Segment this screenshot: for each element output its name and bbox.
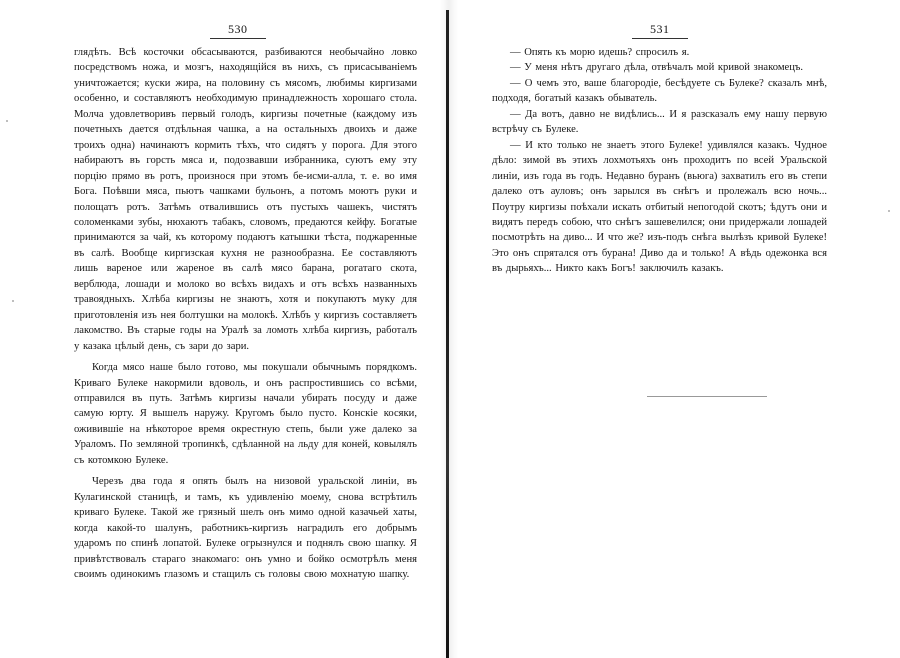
paragraph: — И кто только не знаетъ этого Булеке! удивлялся казакъ. Чудное дѣло: зимой въ этихъ лохмотьяхъ онъ проходитъ по всей Уральской линіи, изъ года въ годъ. Недавно буранъ (вьюга) захватилъ его въ степи далеко отъ ауловъ; онъ зарылся въ снѣгъ и пролежалъ всю ночь... Поутру киргизы поѣхали искать отбитый непогодой скотъ; ѣдутъ они и видятъ передъ собою, что снѣгъ зашевелился; они придержали лошадей посмотрѣть на диво... И что же? изъ-подъ снѣга вылѣзъ кривой Булеке! Это онъ спрятался отъ бурана! Диво да и только! А вѣдь одежонка вся въ дырьяхъ... Никто какъ Богъ! заключилъ казакъ.: [492, 139, 827, 275]
paragraph: — Опять къ морю идешь? спросилъ я.: [510, 47, 690, 58]
scan-speck: [6, 120, 8, 122]
right-page: [452, 0, 900, 658]
paragraph: — О чемъ это, ваше благородіе, бесѣдуете съ Булеке? сказалъ мнѣ, подходя, богатый казакъ обыватель.: [492, 77, 827, 105]
paragraph: — Да вотъ, давно не видѣлись... И я разсказалъ ему нашу первую встрѣчу съ Булеке.: [492, 108, 827, 136]
paragraph: Когда мясо наше было готово, мы покушали обычнымъ порядкомъ. Криваго Булеке накормили вдоволь, и онъ распростившись со всѣми, отправился въ путь. Затѣмъ киргизы начали убирать посуду и даже самую юрту. Я вышелъ наружу. Кругомъ было пусто. Конскіе косяки, оживившіе на нѣкоторое время окрестную степь, были уже далеко за Ураломъ. По земляной тропинкѣ, сдѣланной на льду для коней, ковылялъ съ котомкою Булеке.: [74, 362, 417, 466]
paragraph: Черезъ два года я опять былъ на низовой уральской линіи, въ Кулагинской станицѣ, и тамъ, къ удивленію моему, снова встрѣтилъ криваго Булеке. Такой же грязный шелъ онъ мимо одной казачьей хаты, когда какой-то шалунъ, работникъ-киргизъ наградилъ его добрымъ ударомъ по спинѣ лопатой. Булеке огрызнулся и поднялъ свою шапку. Я привѣтствовалъ стараго знакомаго: онъ умно и бойко осмотрѣлъ меня своимъ одинокимъ глазомъ и стащилъ съ головы свою мохнатую шапку.: [74, 476, 417, 580]
right-page-body: [492, 45, 827, 277]
page-number-right: 531: [632, 22, 688, 39]
page-number-left: 530: [210, 22, 266, 39]
book-gutter: [446, 10, 449, 658]
paragraph: — У меня нѣтъ другаго дѣла, отвѣчалъ мой кривой знакомецъ.: [510, 62, 804, 74]
left-page: [0, 0, 448, 658]
section-end-rule: [647, 396, 767, 397]
paragraph: глядѣть. Всѣ косточки обсасываются, разбиваются необычайно ловко посредствомъ ножа, и мозгъ, находящійся въ нихъ, съ присасываніемъ уничтожается; куски жира, на половину съ мясомъ, любимы киргизами особенно, и составляютъ необходимую принадлежность хорошаго стола. Молча удовлетворивъ первый голодъ, киргизы почетные (каждому изъ почетныхъ дается отдѣльная чашка, а на остальныхъ двоихъ и даже троихъ одна) начинаютъ кормить тѣхъ, что сидятъ у порога. Для этого набираютъ въ горсть мяса и, подозвавши избранника, суютъ ему эту порцію прямо въ ротъ, произнося при этомъ бе-исми-алла, т. е. во имя Бога. Поѣвши мяса, пьютъ чашками бульонъ, а потомъ моютъ руки и полощатъ ротъ. Затѣмъ отвалившись отъ пустыхъ чашекъ, чистятъ соломенками зубы, нюхаютъ табакъ, словомъ, предаются кейфу. Богатые принимаются за чай, къ которому подаютъ катышки тѣста, поджаренные въ салѣ. Вообще киргизская кухня не разнообразна. Ее составляютъ лишь вареное или жареное въ салѣ мясо барана, рогатаго скота, верблюда, лошади и молоко во всѣхъ видахъ и отъ всѣхъ названныхъ травоядныхъ. Хлѣба киргизы не знаютъ, хотя и покупаютъ муку для приготовленія изъ нея болтушки на молокѣ. Хлѣбъ у киргизъ составляетъ лакомство. Въ старые годы на Уралѣ за ломоть хлѣба киргизъ, работалъ у казака цѣлый день, съ зари до зари.: [74, 47, 417, 352]
left-page-body: [74, 45, 417, 582]
scan-speck: [888, 210, 890, 212]
scan-speck: [12, 300, 14, 302]
